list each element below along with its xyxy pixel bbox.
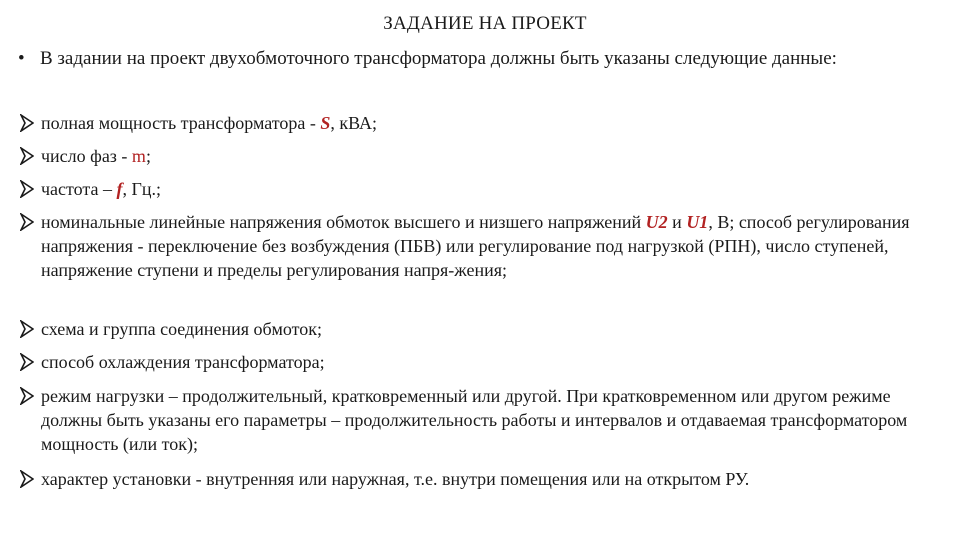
arrow-bullet-icon — [20, 147, 34, 165]
item-text-tail: ; — [145, 146, 151, 166]
arrow-bullet-icon — [20, 213, 34, 231]
list-item — [20, 317, 945, 341]
item-text: схема и группа соединения обмоток; — [41, 319, 323, 339]
list-item — [20, 350, 945, 374]
variable-u1: U1 — [686, 212, 709, 232]
variable-f: f — [116, 179, 123, 199]
item-text: число фаз - — [41, 146, 132, 166]
list-item — [20, 177, 945, 201]
list-item — [20, 467, 945, 491]
arrow-bullet-icon — [20, 180, 34, 198]
arrow-bullet-icon — [20, 470, 34, 488]
variable-s: S — [320, 113, 331, 133]
list-item — [20, 210, 945, 282]
intro-paragraph — [18, 46, 918, 72]
list-item — [20, 111, 945, 135]
item-text-mid: и — [667, 212, 687, 232]
item-text-tail: , Гц.; — [122, 179, 162, 199]
item-text-tail: , кВА; — [330, 113, 378, 133]
bullet-dot: • — [18, 48, 25, 69]
list-item — [20, 144, 945, 168]
item-text: полная мощность трансформатора - — [41, 113, 321, 133]
intro-text: В задании на проект двухобмоточного трансформатора должны быть указаны следующие данные: — [40, 48, 837, 69]
variable-m: m — [131, 146, 146, 166]
item-text: способ охлаждения трансформатора; — [41, 352, 325, 372]
item-text-tail: , В; способ регулирования напряжения - переключение без возбуждения (ПБВ) или регулирование под нагрузкой (РПН), число ступеней, напряжение ступени и пределы регулирования напря-жения; — [41, 212, 910, 280]
arrow-bullet-icon — [20, 320, 34, 338]
item-text: номинальные линейные напряжения обмоток высшего и низшего напряжений — [41, 212, 646, 232]
list-item — [20, 384, 945, 456]
arrow-bullet-icon — [20, 114, 34, 132]
variable-u2: U2 — [645, 212, 668, 232]
item-text: частота – — [41, 179, 117, 199]
arrow-bullet-icon — [20, 353, 34, 371]
item-text: характер установки - внутренняя или наружная, т.е. внутри помещения или на открытом РУ. — [41, 469, 750, 489]
arrow-bullet-icon — [20, 387, 34, 405]
item-text: режим нагрузки – продолжительный, кратковременный или другой. При кратковременном или другом режиме должны быть указаны его параметры – продолжительность работы и интервалов и отдаваемая трансформатором мощность (или ток); — [41, 386, 908, 454]
slide-title: ЗАДАНИЕ НА ПРОЕКТ — [383, 13, 587, 34]
